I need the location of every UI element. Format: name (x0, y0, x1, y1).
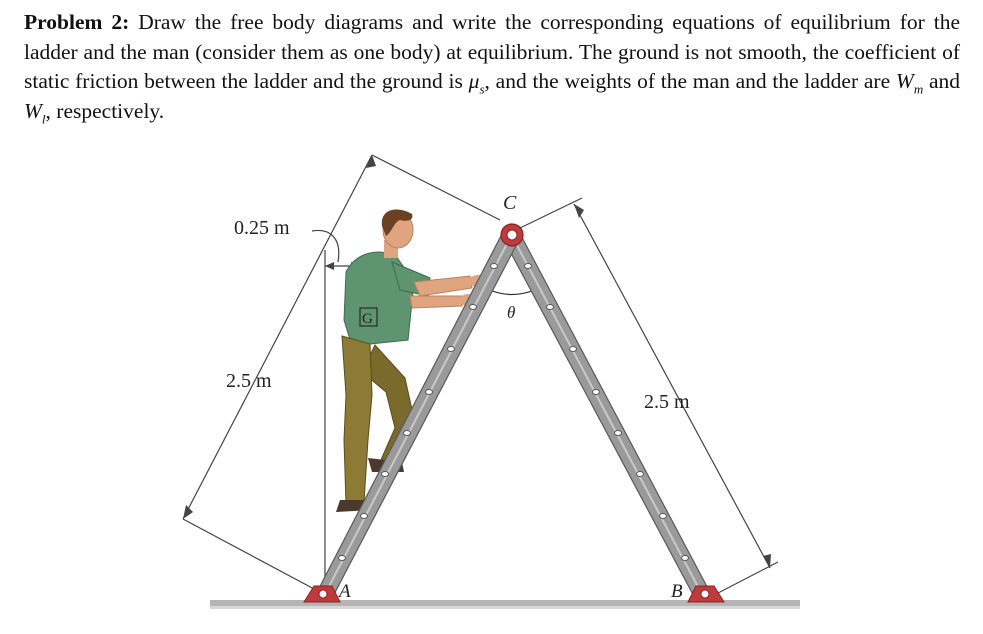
problem-text-3: and (923, 69, 961, 93)
angle-label: θ (507, 303, 516, 322)
problem-text-2: , and the weights of the man and the ladder are (484, 69, 896, 93)
right-ladder-rail (503, 230, 713, 602)
foot-b-label: B (671, 581, 683, 602)
man-front-leg (342, 336, 372, 504)
apex-label: C (503, 192, 517, 214)
problem-text-4: , respectively. (45, 98, 165, 123)
problem-heading: Problem 2: (24, 10, 130, 34)
man-figure (336, 210, 487, 512)
man-lower-forearm (410, 296, 462, 308)
mu-subscript: s (479, 81, 485, 97)
problem-text-1: Draw the free body diagrams and write the corresponding equations of equilibrium for the ladder and the man (consider them as one body) at equilibrium. The ground is not smooth, the coefficient of static friction between the ladder and the ground is (24, 10, 960, 93)
wl-subscript: l (41, 110, 46, 126)
mu-symbol: μ (468, 69, 480, 93)
right-length-label: 2.5 m (644, 391, 690, 413)
wm-subscript: m (913, 81, 924, 97)
support-a-pin (319, 590, 327, 598)
offset-label: 0.25 m (234, 217, 290, 239)
center-of-gravity-label: G (362, 311, 373, 327)
wl-symbol: W (24, 98, 42, 123)
foot-a-label: A (339, 581, 351, 602)
wm-symbol: W (895, 69, 914, 93)
hinge-c-pin (507, 230, 517, 240)
support-b-pin (701, 590, 709, 598)
man-torso (344, 252, 414, 346)
left-length-label: 2.5 m (226, 370, 272, 392)
ground-shadow (210, 606, 800, 609)
